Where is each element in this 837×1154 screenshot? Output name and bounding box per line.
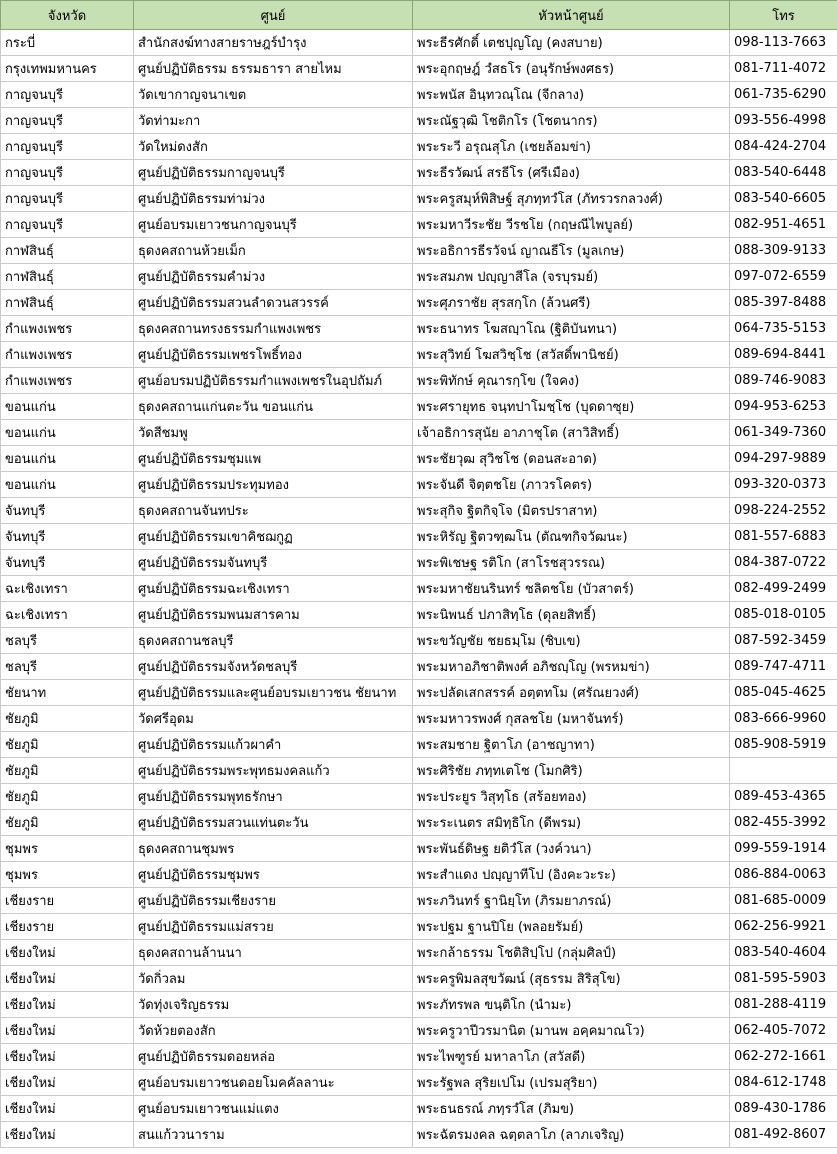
cell-phone[interactable]: 081-288-4119	[730, 992, 837, 1018]
table-row	[1, 628, 837, 654]
cell-phone[interactable]	[730, 758, 837, 784]
cell-head[interactable]: พระรัฐพล สุริยเปโม (เปรมสุริยา)	[413, 1070, 730, 1096]
cell-head[interactable]: พระกล้าธรรม โชติสิปฺโป (กลุ่มศิลป์)	[413, 940, 730, 966]
cell-phone[interactable]: 062-272-1661	[730, 1044, 837, 1070]
cell-phone[interactable]: 098-113-7663	[730, 30, 837, 56]
table-row	[1, 160, 837, 186]
cell-province[interactable]: กาฬสินธุ์	[1, 238, 134, 264]
cell-center[interactable]: ธุดงคสถานชลบุรี	[134, 628, 413, 654]
cell-center[interactable]: สำนักสงฆ์ทางสายราษฎร์บำรุง	[134, 30, 413, 56]
cell-phone[interactable]: 093-320-0373	[730, 472, 837, 498]
cell-center[interactable]: ศูนย์ปฏิบัติธรรมท่าม่วง	[134, 186, 413, 212]
cell-center[interactable]: ศูนย์ปฏิบัติธรรมประทุมทอง	[134, 472, 413, 498]
cell-head[interactable]: พระมหาชัยนรินทร์ ชลิตชโย (บัวสาตร์)	[413, 576, 730, 602]
table-row	[1, 212, 837, 238]
cell-head[interactable]: พระหิรัญ ฐิตวฑฺฒโน (ตัณฑกิจวัฒนะ)	[413, 524, 730, 550]
cell-phone[interactable]: 085-018-0105	[730, 602, 837, 628]
table-body	[1, 30, 837, 1148]
cell-head[interactable]: พระครูวาปีวรมานิต (มานพ อคฺคมาณโว)	[413, 1018, 730, 1044]
cell-center[interactable]: ศูนย์อบรมเยาวชนแม่แตง	[134, 1096, 413, 1122]
cell-province[interactable]: กระบี่	[1, 30, 134, 56]
cell-center[interactable]: สนแก้ววนาราม	[134, 1122, 413, 1148]
cell-province[interactable]: ชัยนาท	[1, 680, 134, 706]
cell-center[interactable]: วัดศรีอุดม	[134, 706, 413, 732]
cell-province[interactable]: ชลบุรี	[1, 654, 134, 680]
cell-head[interactable]: พระระเนตร สมิทฺธิโก (ดีพรม)	[413, 810, 730, 836]
cell-province[interactable]: ขอนแก่น	[1, 446, 134, 472]
cell-center[interactable]: ศูนย์ปฏิบัติธรรมพุทธรักษา	[134, 784, 413, 810]
cell-phone[interactable]: 094-953-6253	[730, 394, 837, 420]
cell-center[interactable]: ธุดงคสถานแก่นตะวัน ขอนแก่น	[134, 394, 413, 420]
table-row	[1, 706, 837, 732]
cell-province[interactable]: เชียงราย	[1, 888, 134, 914]
cell-center[interactable]: ธุดงคสถานห้วยเม็ก	[134, 238, 413, 264]
cell-head[interactable]: พระมหาอภิชาติพงศ์ อภิชญฺโญ (พรหมข่า)	[413, 654, 730, 680]
table-row	[1, 264, 837, 290]
cell-phone[interactable]: 089-694-8441	[730, 342, 837, 368]
table-row	[1, 30, 837, 56]
cell-phone[interactable]: 082-455-3992	[730, 810, 837, 836]
table-row	[1, 732, 837, 758]
cell-head[interactable]: พระพันธ์ดิษฐ ยติวํโส (วงค์วนา)	[413, 836, 730, 862]
cell-phone[interactable]: 062-256-9921	[730, 914, 837, 940]
cell-phone[interactable]: 089-747-4711	[730, 654, 837, 680]
cell-center[interactable]: วัดทุ่งเจริญธรรม	[134, 992, 413, 1018]
table-row	[1, 1122, 837, 1148]
table-row	[1, 758, 837, 784]
cell-province[interactable]: ชัยภูมิ	[1, 706, 134, 732]
cell-center[interactable]: ศูนย์ปฏิบัติธรรมดอยหล่อ	[134, 1044, 413, 1070]
cell-center[interactable]: ศูนย์อบรมปฏิบัติธรรมกำแพงเพชรในอุปถัมภ์	[134, 368, 413, 394]
table-row	[1, 498, 837, 524]
cell-province[interactable]: กำแพงเพชร	[1, 368, 134, 394]
header-phone[interactable]: โทร	[730, 1, 837, 30]
cell-center[interactable]: ศูนย์ปฏิบัติธรรมกาญจนบุรี	[134, 160, 413, 186]
cell-center[interactable]: ศูนย์ปฏิบัติธรรมจังหวัดชลบุรี	[134, 654, 413, 680]
cell-center[interactable]: ศูนย์ปฏิบัติธรรมเขาคิชฌกูฏ	[134, 524, 413, 550]
cell-head[interactable]: พระภัทรพล ขนฺติโก (นำมะ)	[413, 992, 730, 1018]
table-row	[1, 238, 837, 264]
cell-head[interactable]: พระจันดี จิตฺตชโย (ภาวรโคตร)	[413, 472, 730, 498]
cell-center[interactable]: วัดสีชมพู	[134, 420, 413, 446]
cell-center[interactable]: ศูนย์ปฏิบัติธรรมคำม่วง	[134, 264, 413, 290]
cell-center[interactable]: วัดใหม่ดงสัก	[134, 134, 413, 160]
cell-head[interactable]: พระปลัดเสกสรรค์ อตฺตทโม (ศรัณยวงศ์)	[413, 680, 730, 706]
cell-center[interactable]: วัดท่ามะกา	[134, 108, 413, 134]
cell-phone[interactable]: 081-557-6883	[730, 524, 837, 550]
table-row	[1, 654, 837, 680]
cell-head[interactable]: พระสมภพ ปญฺญาสีโล (จรบุรมย์)	[413, 264, 730, 290]
cell-head[interactable]: พระธีรวัฒน์ สรธีโร (ศรีเมือง)	[413, 160, 730, 186]
cell-center[interactable]: ศูนย์ปฏิบัติธรรมแก้วผาคำ	[134, 732, 413, 758]
cell-province[interactable]: เชียงใหม่	[1, 940, 134, 966]
cell-head[interactable]: พระศุภราชัย สุรสกฺโก (ล้วนศรี)	[413, 290, 730, 316]
cell-phone[interactable]: 097-072-6559	[730, 264, 837, 290]
table-row	[1, 784, 837, 810]
cell-province[interactable]: ขอนแก่น	[1, 394, 134, 420]
table-row	[1, 134, 837, 160]
cell-province[interactable]: ชลบุรี	[1, 628, 134, 654]
cell-head[interactable]: พระพิเชษฐ รติโก (สาโรชสุวรรณ)	[413, 550, 730, 576]
table-row	[1, 394, 837, 420]
cell-center[interactable]: ศูนย์ปฏิบัติธรรมแม่สรวย	[134, 914, 413, 940]
cell-province[interactable]: ชัยภูมิ	[1, 810, 134, 836]
table-row	[1, 108, 837, 134]
cell-head[interactable]: พระขวัญชัย ชยธมฺโม (ซิบเข)	[413, 628, 730, 654]
cell-head[interactable]: พระปฐม ฐานปิโย (พลอยรัมย์)	[413, 914, 730, 940]
cell-phone[interactable]: 089-746-9083	[730, 368, 837, 394]
cell-head[interactable]: พระพิทักษ์ คุณารกฺโข (ใจคง)	[413, 368, 730, 394]
cell-phone[interactable]: 089-430-1786	[730, 1096, 837, 1122]
table-row	[1, 446, 837, 472]
cell-phone[interactable]: 083-540-6605	[730, 186, 837, 212]
table-row	[1, 836, 837, 862]
cell-phone[interactable]: 099-559-1914	[730, 836, 837, 862]
cell-head[interactable]: พระศิริชัย ภทฺทเตโช (โมกศิริ)	[413, 758, 730, 784]
cell-head[interactable]: พระศรายุทธ จนฺทปาโมชฺโช (บุดดาซุย)	[413, 394, 730, 420]
cell-center[interactable]: วัดกิ่วลม	[134, 966, 413, 992]
cell-center[interactable]: ศูนย์ปฏิบัติธรรมเพชรโพธิ์ทอง	[134, 342, 413, 368]
table-row	[1, 1018, 837, 1044]
cell-head[interactable]: พระครูสมุห์พิสิษฐ์ สุภทฺทวํโส (ภัทรวรกลวงศ์)	[413, 186, 730, 212]
table-row	[1, 1044, 837, 1070]
cell-province[interactable]: ชัยภูมิ	[1, 784, 134, 810]
cell-head[interactable]: พระมหาวรพงศ์ กุสลชโย (มหาจันทร์)	[413, 706, 730, 732]
table-row	[1, 576, 837, 602]
table-row	[1, 316, 837, 342]
table-row	[1, 290, 837, 316]
cell-head[interactable]: พระระวี อรุณสุโภ (เชยล้อมข่า)	[413, 134, 730, 160]
table-row	[1, 992, 837, 1018]
cell-province[interactable]: เชียงใหม่	[1, 1018, 134, 1044]
table-row	[1, 82, 837, 108]
cell-phone[interactable]: 083-540-4604	[730, 940, 837, 966]
cell-province[interactable]: ขอนแก่น	[1, 420, 134, 446]
cell-head[interactable]: พระพนัส อินฺทวณฺโณ (จีกลาง)	[413, 82, 730, 108]
cell-province[interactable]: กาญจนบุรี	[1, 160, 134, 186]
cell-head[interactable]: พระครูพิมลสุขวัฒน์ (สุธรรม สิริสุโข)	[413, 966, 730, 992]
cell-province[interactable]: จันทบุรี	[1, 550, 134, 576]
cell-phone[interactable]: 082-499-2499	[730, 576, 837, 602]
cell-province[interactable]: ชุมพร	[1, 836, 134, 862]
table-row	[1, 966, 837, 992]
cell-phone[interactable]: 064-735-5153	[730, 316, 837, 342]
cell-phone[interactable]: 081-492-8607	[730, 1122, 837, 1148]
cell-province[interactable]: ฉะเชิงเทรา	[1, 602, 134, 628]
cell-province[interactable]: ชัยภูมิ	[1, 732, 134, 758]
cell-phone[interactable]: 086-884-0063	[730, 862, 837, 888]
cell-head[interactable]: พระชัยวุฒ สุวิชโช (ดอนสะอาด)	[413, 446, 730, 472]
cell-province[interactable]: เชียงใหม่	[1, 1044, 134, 1070]
cell-province[interactable]: กาญจนบุรี	[1, 134, 134, 160]
header-province[interactable]: จังหวัด	[1, 1, 134, 30]
cell-province[interactable]: เชียงใหม่	[1, 1096, 134, 1122]
cell-head[interactable]: พระไพฑูรย์ มหาลาโภ (สวัสดี)	[413, 1044, 730, 1070]
cell-head[interactable]: เจ้าอธิการสุนัย อาภาชุโต (สาวิสิทธิ์)	[413, 420, 730, 446]
cell-center[interactable]: ศูนย์ปฏิบัติธรรมและศูนย์อบรมเยาวชน ชัยนาท	[134, 680, 413, 706]
table-row	[1, 862, 837, 888]
cell-head[interactable]: พระณัฐวุฒิ โชติกโร (โชตนากร)	[413, 108, 730, 134]
cell-phone[interactable]: 081-595-5903	[730, 966, 837, 992]
cell-province[interactable]: จันทบุรี	[1, 524, 134, 550]
cell-center[interactable]: ศูนย์ปฏิบัติธรรมจันทบุรี	[134, 550, 413, 576]
cell-province[interactable]: เชียงใหม่	[1, 1122, 134, 1148]
header-center[interactable]: ศูนย์	[134, 1, 413, 30]
table-row	[1, 602, 837, 628]
cell-province[interactable]: กาญจนบุรี	[1, 186, 134, 212]
table-row	[1, 810, 837, 836]
cell-center[interactable]: ศูนย์ปฏิบัติธรรมสวนแท่นตะวัน	[134, 810, 413, 836]
cell-center[interactable]: วัดเขากาญจนาเขต	[134, 82, 413, 108]
cell-province[interactable]: ชุมพร	[1, 862, 134, 888]
table-row	[1, 342, 837, 368]
cell-phone[interactable]: 085-045-4625	[730, 680, 837, 706]
table-row	[1, 420, 837, 446]
cell-center[interactable]: ธุดงคสถานจันทประ	[134, 498, 413, 524]
cell-center[interactable]: ศูนย์ปฏิบัติธรรมพนมสารคาม	[134, 602, 413, 628]
table-row	[1, 368, 837, 394]
cell-phone[interactable]: 084-387-0722	[730, 550, 837, 576]
cell-phone[interactable]: 087-592-3459	[730, 628, 837, 654]
cell-head[interactable]: พระประยูร วิสุทฺโธ (สร้อยทอง)	[413, 784, 730, 810]
table-row	[1, 888, 837, 914]
cell-province[interactable]: เชียงราย	[1, 914, 134, 940]
cell-center[interactable]: ศูนย์ปฏิบัติธรรมเชียงราย	[134, 888, 413, 914]
cell-center[interactable]: ศูนย์อบรมเยาวชนดอยโมคคัลลานะ	[134, 1070, 413, 1096]
table-row	[1, 524, 837, 550]
cell-phone[interactable]: 094-297-9889	[730, 446, 837, 472]
cell-phone[interactable]: 084-424-2704	[730, 134, 837, 160]
cell-center[interactable]: วัดห้วยตองสัก	[134, 1018, 413, 1044]
cell-center[interactable]: ศูนย์ปฏิบัติธรรม ธรรมธารา สายไหม	[134, 56, 413, 82]
cell-head[interactable]: พระสุกิจ ฐิตกิจฺโจ (มิตรปราสาท)	[413, 498, 730, 524]
cell-province[interactable]: กำแพงเพชร	[1, 342, 134, 368]
cell-phone[interactable]: 085-397-8488	[730, 290, 837, 316]
cell-phone[interactable]: 061-349-7360	[730, 420, 837, 446]
cell-province[interactable]: กาญจนบุรี	[1, 82, 134, 108]
table-row	[1, 940, 837, 966]
cell-province[interactable]: กำแพงเพชร	[1, 316, 134, 342]
table-row	[1, 472, 837, 498]
cell-phone[interactable]: 083-540-6448	[730, 160, 837, 186]
cell-province[interactable]: กาญจนบุรี	[1, 108, 134, 134]
cell-province[interactable]: เชียงใหม่	[1, 966, 134, 992]
cell-head[interactable]: พระนิพนธ์ ปภาสิทฺโธ (ดุลยสิทธิ์)	[413, 602, 730, 628]
cell-phone[interactable]: 085-908-5919	[730, 732, 837, 758]
cell-province[interactable]: ชัยภูมิ	[1, 758, 134, 784]
cell-province[interactable]: จันทบุรี	[1, 498, 134, 524]
cell-center[interactable]: ธุดงคสถานล้านนา	[134, 940, 413, 966]
cell-province[interactable]: กาฬสินธุ์	[1, 290, 134, 316]
cell-head[interactable]: พระธนธรณ์ ภทฺรวํโส (ภิมข)	[413, 1096, 730, 1122]
table-row	[1, 914, 837, 940]
cell-head[interactable]: พระสำแดง ปญฺญาทีโป (อิงคะวะระ)	[413, 862, 730, 888]
cell-phone[interactable]: 062-405-7072	[730, 1018, 837, 1044]
cell-head[interactable]: พระอธิการธีรวัจน์ ญาณธีโร (มูลเกษ)	[413, 238, 730, 264]
cell-head[interactable]: พระธีรศักดิ์ เตชปุญโญ (คงสบาย)	[413, 30, 730, 56]
cell-center[interactable]: ศูนย์ปฏิบัติธรรมชุมแพ	[134, 446, 413, 472]
table-row	[1, 186, 837, 212]
cell-phone[interactable]: 081-711-4072	[730, 56, 837, 82]
table-row	[1, 56, 837, 82]
cell-phone[interactable]: 084-612-1748	[730, 1070, 837, 1096]
cell-phone[interactable]: 089-453-4365	[730, 784, 837, 810]
cell-center[interactable]: ศูนย์ปฏิบัติธรรมชุมพร	[134, 862, 413, 888]
cell-phone[interactable]: 088-309-9133	[730, 238, 837, 264]
cell-phone[interactable]: 081-685-0009	[730, 888, 837, 914]
table-row	[1, 680, 837, 706]
cell-province[interactable]: กาญจนบุรี	[1, 212, 134, 238]
cell-head[interactable]: พระสุวิทย์ โฆสวิชฺโช (สวัสดิ์พานิชย์)	[413, 342, 730, 368]
header-row	[1, 1, 837, 30]
cell-head[interactable]: พระภวินทร์ ฐานิยฺโท (ภิรมยาภรณ์)	[413, 888, 730, 914]
cell-phone[interactable]: 093-556-4998	[730, 108, 837, 134]
cell-province[interactable]: เชียงใหม่	[1, 992, 134, 1018]
cell-center[interactable]: ศูนย์ปฏิบัติธรรมพระพุทธมงคลแก้ว	[134, 758, 413, 784]
cell-head[interactable]: พระธนาทร โฆสญฺาโณ (ฐิติบันทนา)	[413, 316, 730, 342]
cell-phone[interactable]: 098-224-2552	[730, 498, 837, 524]
cell-center[interactable]: ศูนย์ปฏิบัติธรรมฉะเชิงเทรา	[134, 576, 413, 602]
cell-center[interactable]: ศูนย์ปฏิบัติธรรมสวนลำดวนสวรรค์	[134, 290, 413, 316]
cell-head[interactable]: พระมหาวีระชัย วีรชโย (กฤษณีไพบูลย์)	[413, 212, 730, 238]
cell-head[interactable]: พระอุกฤษฎ์ วํสธโร (อนุรักษ์พงศธร)	[413, 56, 730, 82]
table-row	[1, 1096, 837, 1122]
cell-province[interactable]: เชียงใหม่	[1, 1070, 134, 1096]
cell-province[interactable]: กรุงเทพมหานคร	[1, 56, 134, 82]
cell-head[interactable]: พระสมชาย ฐิตาโภ (อาชญาทา)	[413, 732, 730, 758]
cell-center[interactable]: ศูนย์อบรมเยาวชนกาญจนบุรี	[134, 212, 413, 238]
cell-center[interactable]: ธุดงคสถานชุมพร	[134, 836, 413, 862]
header-head[interactable]: หัวหน้าศูนย์	[413, 1, 730, 30]
cell-center[interactable]: ธุดงคสถานทรงธรรมกำแพงเพชร	[134, 316, 413, 342]
cell-phone[interactable]: 082-951-4651	[730, 212, 837, 238]
cell-province[interactable]: กาฬสินธุ์	[1, 264, 134, 290]
table-row	[1, 550, 837, 576]
cell-head[interactable]: พระฉัตรมงคล ฉตฺตลาโภ (ลาภเจริญ)	[413, 1122, 730, 1148]
table-row	[1, 1070, 837, 1096]
cell-phone[interactable]: 061-735-6290	[730, 82, 837, 108]
cell-province[interactable]: ฉะเชิงเทรา	[1, 576, 134, 602]
cell-province[interactable]: ขอนแก่น	[1, 472, 134, 498]
cell-phone[interactable]: 083-666-9960	[730, 706, 837, 732]
